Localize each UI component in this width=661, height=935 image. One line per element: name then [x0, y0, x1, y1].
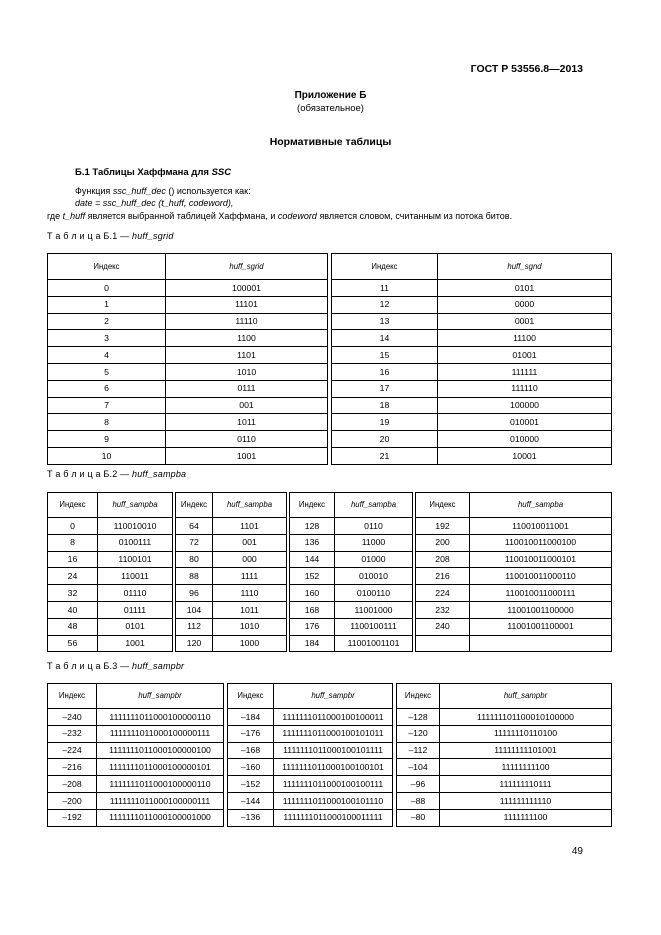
section-heading: Нормативные таблицы: [269, 136, 392, 148]
code-cell: 1111111011000100101011: [274, 725, 393, 742]
appendix-subtitle: (обязательное): [297, 103, 364, 114]
table-huff-sampbr: [47, 683, 612, 827]
code-cell: 1111111011000100001000: [97, 809, 224, 826]
table-huff-sampba: [47, 492, 612, 652]
table-row: [48, 380, 612, 397]
code-cell: 11110: [166, 313, 328, 330]
column-header-code: huff_sampba: [213, 493, 287, 518]
index-cell: 4: [48, 347, 166, 364]
p1-c: () используется как:: [165, 186, 251, 196]
index-cell: 19: [332, 414, 438, 431]
table-row: [48, 809, 612, 826]
index-cell: 224: [416, 585, 470, 602]
index-cell: 192: [416, 518, 470, 535]
code-cell: 0100110: [335, 585, 413, 602]
index-cell: 11: [332, 280, 438, 297]
table-row: [48, 330, 612, 347]
index-cell: 20: [332, 431, 438, 448]
code-cell: 001: [213, 534, 287, 551]
index-cell: –88: [397, 792, 440, 809]
code-cell: 1111111011000100011111: [274, 809, 393, 826]
code-cell: 111110: [438, 380, 612, 397]
index-cell: –136: [228, 809, 274, 826]
index-cell: 112: [176, 618, 213, 635]
table-row: [48, 568, 612, 585]
code-cell: 1010: [213, 618, 287, 635]
code-cell: 1111111011000100100011: [274, 709, 393, 726]
index-cell: 21: [332, 447, 438, 464]
paragraph-line-2: date = ssc_huff_dec (t_huff, codeword),: [75, 198, 234, 208]
index-cell: –144: [228, 792, 274, 809]
index-cell: 12: [332, 296, 438, 313]
appendix-title: Приложение Б: [294, 90, 367, 101]
page-number: 49: [571, 846, 583, 857]
code-cell: 1010: [166, 363, 328, 380]
index-cell: 0: [48, 280, 166, 297]
index-cell: 13: [332, 313, 438, 330]
index-cell: 14: [332, 330, 438, 347]
index-cell: 56: [48, 635, 98, 652]
code-cell: 1101: [213, 518, 287, 535]
code-cell: 110010010: [98, 518, 173, 535]
p3-c: является выбранной таблицей Хаффмана, и: [85, 211, 278, 221]
table-1-caption-prefix: Т а б л и ц а Б.1 —: [47, 231, 133, 241]
index-cell: 80: [176, 551, 213, 568]
index-cell: 136: [290, 534, 335, 551]
code-cell: 010000: [438, 431, 612, 448]
table-2-caption-name: huff_sampba: [132, 469, 187, 479]
code-cell: 11001001100000: [470, 601, 612, 618]
index-cell: 16: [332, 363, 438, 380]
table-2-caption: [47, 469, 186, 479]
code-cell: 010001: [438, 414, 612, 431]
code-cell: 1011: [213, 601, 287, 618]
table-3-caption-prefix: Т а б л и ц а Б.3 —: [47, 661, 133, 671]
code-cell: 10001: [438, 447, 612, 464]
table-row: [48, 280, 612, 297]
code-cell: 1111111100: [440, 809, 612, 826]
column-header-index: Индекс: [397, 684, 440, 709]
index-cell: 0: [48, 518, 98, 535]
index-cell: –104: [397, 759, 440, 776]
index-cell: –128: [397, 709, 440, 726]
index-cell: –192: [48, 809, 97, 826]
index-cell: [416, 635, 470, 652]
column-header-code: huff_sgnd: [438, 254, 612, 280]
index-cell: –208: [48, 776, 97, 793]
table-row: [48, 534, 612, 551]
index-cell: 240: [416, 618, 470, 635]
code-cell: 1111111011000100000101: [97, 759, 224, 776]
code-cell: 01111: [98, 601, 173, 618]
column-header-index: Индекс: [48, 254, 166, 280]
table-row: [48, 792, 612, 809]
code-cell: 11100: [438, 330, 612, 347]
code-cell: 11111110110100: [440, 725, 612, 742]
code-cell: [470, 635, 612, 652]
table-row: [48, 397, 612, 414]
code-cell: 1111111011000100000110: [97, 776, 224, 793]
table-row: [48, 518, 612, 535]
index-cell: –112: [397, 742, 440, 759]
table-row: [48, 551, 612, 568]
code-cell: 11111111101001: [440, 742, 612, 759]
code-cell: 1111111011000100100101: [274, 759, 393, 776]
index-cell: 152: [290, 568, 335, 585]
table-row: [48, 363, 612, 380]
table-3-caption: [47, 661, 184, 671]
index-cell: 208: [416, 551, 470, 568]
index-cell: –216: [48, 759, 97, 776]
code-cell: 110010011000111: [470, 585, 612, 602]
p3-d: codeword: [277, 211, 317, 221]
column-header-code: huff_sampbr: [440, 684, 612, 709]
code-cell: 1001: [98, 635, 173, 652]
code-cell: 111111: [438, 363, 612, 380]
index-cell: 6: [48, 380, 166, 397]
code-cell: 0100111: [98, 534, 173, 551]
table-row: [48, 635, 612, 652]
code-cell: 1100101: [98, 551, 173, 568]
code-cell: 0110: [335, 518, 413, 535]
index-cell: –80: [397, 809, 440, 826]
index-cell: –224: [48, 742, 97, 759]
index-cell: 176: [290, 618, 335, 635]
table-3-caption-name: huff_sampbr: [132, 661, 185, 671]
index-cell: –160: [228, 759, 274, 776]
p3-a: где: [47, 211, 63, 221]
index-cell: –120: [397, 725, 440, 742]
index-cell: 64: [176, 518, 213, 535]
p3-b: t_huff: [62, 211, 86, 221]
table-row: [48, 347, 612, 364]
code-cell: 000: [213, 551, 287, 568]
code-cell: 1111111011000100101111: [274, 742, 393, 759]
code-cell: 1111111011000100000110: [97, 709, 224, 726]
index-cell: 128: [290, 518, 335, 535]
code-cell: 0110: [166, 431, 328, 448]
code-cell: 110010011001: [470, 518, 612, 535]
paragraph-line-1: [75, 186, 251, 196]
code-cell: 11111111100: [440, 759, 612, 776]
standard-number: ГОСТ Р 53556.8—2013: [470, 63, 583, 75]
code-cell: 11000: [335, 534, 413, 551]
code-cell: 11101: [166, 296, 328, 313]
index-cell: –200: [48, 792, 97, 809]
code-cell: 1111111011000100100111: [274, 776, 393, 793]
index-cell: 15: [332, 347, 438, 364]
index-cell: 168: [290, 601, 335, 618]
code-cell: 110011: [98, 568, 173, 585]
code-cell: 110010011000110: [470, 568, 612, 585]
code-cell: 0111: [166, 380, 328, 397]
table-row: [48, 601, 612, 618]
column-header-code: huff_sampba: [470, 493, 612, 518]
index-cell: 10: [48, 447, 166, 464]
index-cell: 200: [416, 534, 470, 551]
index-cell: –232: [48, 725, 97, 742]
index-cell: 104: [176, 601, 213, 618]
index-cell: –168: [228, 742, 274, 759]
table-row: [48, 313, 612, 330]
index-cell: 7: [48, 397, 166, 414]
column-header-code: huff_sampba: [335, 493, 413, 518]
column-header-code: huff_sgrid: [166, 254, 328, 280]
column-header-code: huff_sampbr: [97, 684, 224, 709]
code-cell: 110010011000101: [470, 551, 612, 568]
code-cell: 0000: [438, 296, 612, 313]
index-cell: 2: [48, 313, 166, 330]
column-header-index: Индекс: [228, 684, 274, 709]
code-cell: 1100: [166, 330, 328, 347]
column-header-index: Индекс: [332, 254, 438, 280]
index-cell: 16: [48, 551, 98, 568]
index-cell: 96: [176, 585, 213, 602]
index-cell: 1: [48, 296, 166, 313]
subsection-title: [75, 167, 231, 178]
index-cell: 3: [48, 330, 166, 347]
index-cell: 184: [290, 635, 335, 652]
code-cell: 111111110111: [440, 776, 612, 793]
index-cell: 5: [48, 363, 166, 380]
code-cell: 1100100111: [335, 618, 413, 635]
index-cell: 216: [416, 568, 470, 585]
index-cell: –240: [48, 709, 97, 726]
code-cell: 001: [166, 397, 328, 414]
index-cell: 72: [176, 534, 213, 551]
subsection-title-italic: SSC: [211, 167, 232, 178]
code-cell: 111111101100010100000: [440, 709, 612, 726]
table-2-caption-prefix: Т а б л и ц а Б.2 —: [47, 469, 133, 479]
table-row: [48, 447, 612, 464]
column-header-code: huff_sampbr: [274, 684, 393, 709]
p3-e: является словом, считанным из потока битов.: [316, 211, 513, 221]
index-cell: 8: [48, 534, 98, 551]
code-cell: 1111111011000100101110: [274, 792, 393, 809]
index-cell: 9: [48, 431, 166, 448]
index-cell: –152: [228, 776, 274, 793]
table-row: [48, 431, 612, 448]
index-cell: 40: [48, 601, 98, 618]
code-cell: 1101: [166, 347, 328, 364]
table-row: [48, 296, 612, 313]
index-cell: 32: [48, 585, 98, 602]
index-cell: 120: [176, 635, 213, 652]
code-cell: 1111111011000100000100: [97, 742, 224, 759]
index-cell: 24: [48, 568, 98, 585]
code-cell: 1000: [213, 635, 287, 652]
index-cell: –176: [228, 725, 274, 742]
p1-b: ssc_huff_dec: [112, 186, 166, 196]
code-cell: 1011: [166, 414, 328, 431]
code-cell: 11001000: [335, 601, 413, 618]
column-header-index: Индекс: [290, 493, 335, 518]
table-row: [48, 618, 612, 635]
code-cell: 1001: [166, 447, 328, 464]
p1-a: Функция: [75, 186, 113, 196]
index-cell: 88: [176, 568, 213, 585]
code-cell: 111111111110: [440, 792, 612, 809]
index-cell: 18: [332, 397, 438, 414]
subsection-title-text: Б.1 Таблицы Хаффмана для: [75, 167, 212, 178]
table-1-caption: [47, 231, 174, 241]
code-cell: 11001001101: [335, 635, 413, 652]
column-header-code: huff_sampba: [98, 493, 173, 518]
code-cell: 1111111011000100000111: [97, 792, 224, 809]
table-huff-sgrid: [47, 253, 612, 465]
index-cell: 232: [416, 601, 470, 618]
table-row: [48, 585, 612, 602]
column-header-index: Индекс: [48, 684, 97, 709]
code-cell: 110010011000100: [470, 534, 612, 551]
code-cell: 0101: [438, 280, 612, 297]
code-cell: 01110: [98, 585, 173, 602]
code-cell: 100000: [438, 397, 612, 414]
code-cell: 11001001100001: [470, 618, 612, 635]
index-cell: –96: [397, 776, 440, 793]
table-row: [48, 414, 612, 431]
index-cell: 144: [290, 551, 335, 568]
code-cell: 01000: [335, 551, 413, 568]
table-row: [48, 725, 612, 742]
column-header-index: Индекс: [48, 493, 98, 518]
paragraph-line-3: [47, 211, 512, 221]
table-row: [48, 776, 612, 793]
code-cell: 0001: [438, 313, 612, 330]
index-cell: 8: [48, 414, 166, 431]
code-cell: 1110: [213, 585, 287, 602]
table-row: [48, 709, 612, 726]
table-row: [48, 759, 612, 776]
code-cell: 100001: [166, 280, 328, 297]
code-cell: 0101: [98, 618, 173, 635]
index-cell: 17: [332, 380, 438, 397]
code-cell: 1111111011000100000111: [97, 725, 224, 742]
index-cell: 48: [48, 618, 98, 635]
index-cell: 160: [290, 585, 335, 602]
table-1-caption-name: huff_sgrid: [132, 231, 174, 241]
column-header-index: Индекс: [416, 493, 470, 518]
index-cell: –184: [228, 709, 274, 726]
code-cell: 1111: [213, 568, 287, 585]
code-cell: 010010: [335, 568, 413, 585]
table-row: [48, 742, 612, 759]
code-cell: 01001: [438, 347, 612, 364]
column-header-index: Индекс: [176, 493, 213, 518]
